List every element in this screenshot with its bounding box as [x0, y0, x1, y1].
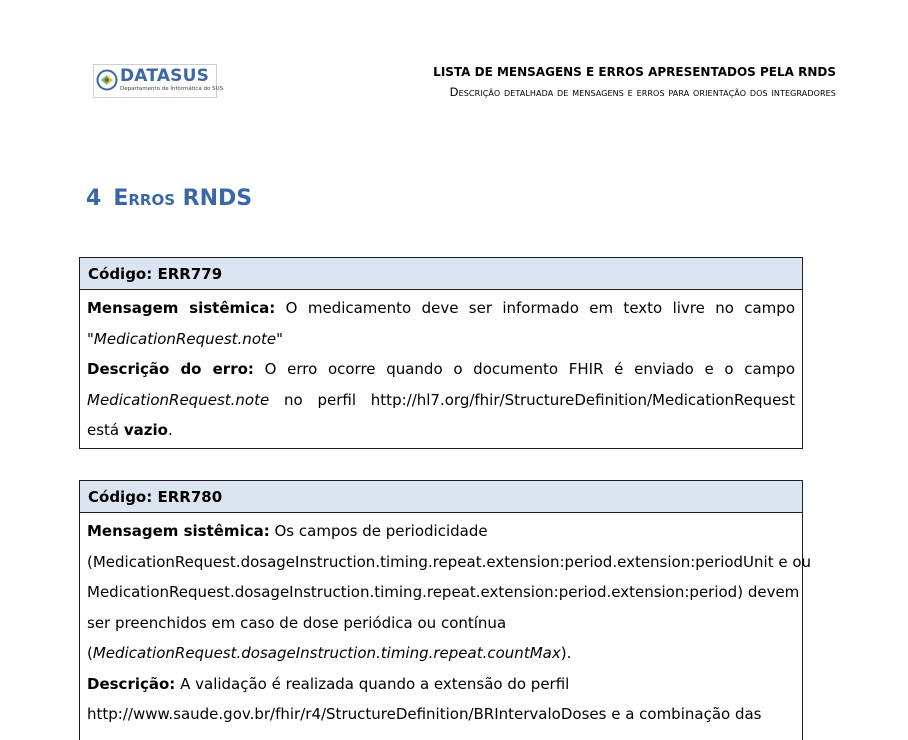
- message-quote-close: ": [276, 329, 284, 348]
- error-code-row: [80, 481, 802, 513]
- description-line-2: http://www.saude.gov.br/fhir/r4/StructureDefinition/BRIntervaloDoses e a combinação das: [87, 705, 762, 723]
- message-text: O medicamento deve ser informado em texto livre no campo: [285, 299, 795, 317]
- description-line: [87, 669, 795, 700]
- error-description: [87, 354, 795, 446]
- system-message: [87, 293, 795, 354]
- description-line-1: A validação é realizada quando a extensão do perfil: [180, 674, 570, 693]
- document-subtitle: Descrição detalhada de mensagens e erros para orientação dos integradores: [449, 85, 836, 99]
- code-label: Código:: [88, 265, 153, 283]
- message-field: MedicationRequest.dosageInstruction.timing.repeat.countMax: [92, 644, 561, 662]
- message-line-3: MedicationRequest.dosageInstruction.timing.repeat.extension:period.extension:period) devem: [87, 583, 800, 601]
- error-code: ERR779: [157, 265, 223, 283]
- section-title-text: Erros RNDS: [113, 186, 253, 211]
- description-text-2: no perfil http://hl7.org/fhir/StructureDefinition/MedicationRequest está: [87, 390, 795, 439]
- section-heading: [86, 186, 252, 211]
- description-emphasis: vazio: [123, 421, 168, 439]
- description-end: .: [167, 421, 173, 439]
- error-details: [80, 513, 812, 730]
- error-code-row: [80, 258, 802, 290]
- error-details: [80, 290, 802, 446]
- message-field: MedicationRequest.note: [93, 329, 277, 348]
- message-paren-open: (: [87, 644, 93, 662]
- logo-text: DATASUS: [120, 66, 210, 86]
- message-line-2: (MedicationRequest.dosageInstruction.timing.repeat.extension:period.extension:periodUnit e ou: [87, 552, 812, 571]
- message-label: Mensagem sistêmica:: [87, 522, 270, 540]
- message-paren-close: ).: [560, 644, 572, 662]
- message-line-4: ser preenchidos em caso de dose periódica ou contínua: [87, 613, 507, 632]
- description-label: Descrição do erro:: [87, 360, 254, 378]
- message-line-1: Os campos de periodicidade: [274, 522, 488, 540]
- document-title: LISTA DE MENSAGENS E ERROS APRESENTADOS PELA RNDS: [433, 65, 836, 79]
- error-card-err780: [79, 480, 812, 740]
- message-label: Mensagem sistêmica:: [87, 299, 276, 317]
- message-quote-open: ": [87, 329, 94, 348]
- description-label: Descrição:: [87, 674, 176, 693]
- system-message-line: [87, 516, 795, 547]
- logo-subtitle: Departamento de Informática do SUS: [120, 86, 224, 92]
- section-number: 4: [86, 186, 102, 211]
- message-line-5: [87, 638, 795, 669]
- error-code: ERR780: [157, 488, 223, 506]
- error-card-err779: [79, 257, 803, 449]
- code-label: Código:: [88, 488, 153, 506]
- datasus-emblem-icon: [96, 69, 118, 91]
- datasus-logo: [93, 64, 224, 98]
- description-text: O erro ocorre quando o documento FHIR é enviado e o campo: [264, 360, 795, 378]
- description-field: MedicationRequest.note: [87, 390, 270, 409]
